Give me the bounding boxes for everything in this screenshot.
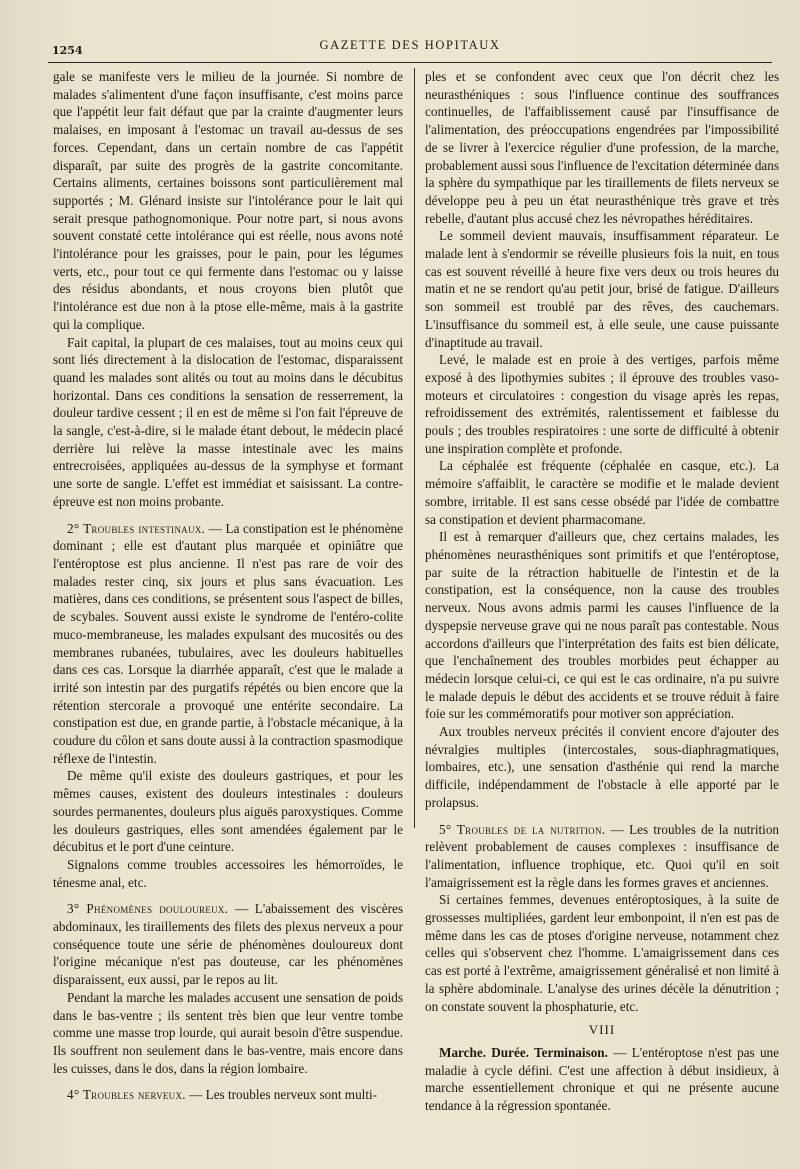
- page-header: [48, 34, 772, 60]
- journal-title: GAZETTE DES HOPITAUX: [319, 38, 501, 52]
- paragraph: Levé, le malade est en proie à des vertiges, parfois même exposé à des lipothymies subites ; il éprouve des troubles vaso-moteurs et circulatoires : congestion du visage après les repas, refroidissement des extrémités, ralentissement et faiblesse du pouls ; des troubles respiratoires : une sorte de difficulté à obtenir une inspiration complète et profonde.: [425, 352, 779, 456]
- section-text: — Les troubles nerveux sont multi-: [185, 1087, 378, 1103]
- column-divider: [414, 68, 415, 828]
- paragraph: Le sommeil devient mauvais, insuffisamment réparateur. Le malade lent à s'endormir se réveille plusieurs fois la nuit, en tous cas est souvent réveillé à heure fixe vers deux ou trois heures du matin et ne se rendort qu'au petit jour, brisé de fatigue. D'ailleurs son sommeil est troublé par des rêves, des cauchemars. L'insuffisance du sommeil est, à elle seule, une cause puissante d'inaptitude au travail.: [425, 228, 779, 350]
- section-heading: 3° Phénomènes douloureux.: [67, 901, 229, 917]
- page-number: 1254: [52, 44, 83, 57]
- paragraph: Aux troubles nerveux précités il convient encore d'ajouter des névralgies multiples (intercostales, sous-diaphragmatiques, lombaires, etc.), une sensation d'asthénie qui rend la marche difficile, indépendamment de l'obstacle à elle apporté par le prolapsus.: [425, 724, 779, 810]
- section-heading: Marche. Durée. Terminaison.: [439, 1044, 608, 1060]
- paragraph: Il est à remarquer d'ailleurs que, chez certains malades, les phénomènes neurasthéniques sont primitifs et que l'entéroptose, par suite de la rétraction habituelle de l'intestin et de la constipation, est la conséquence, non la cause des troubles nerveux. Nous avons admis parmi les causes l'influence de la dyspepsie nerveuse grave qui ne nous paraît pas contestable. Nous accordons d'ailleurs que l'interprétation des faits est bien délicate, que l'enchaînement des troubles morbides peut échapper au médecin lorsque celui-ci, ce qui est le cas ordinaire, n'a pu suivre le malade depuis le début des accidents et se trouve réduit à faire foie sur les commémoratifs pour motiver son appréciation.: [425, 529, 779, 722]
- paragraph: Pendant la marche les malades accusent une sensation de poids dans le bas-ventre ; ils sentent très bien que leur ventre tombe comme une masse trop lourde, qui aurait besoin d'être suspendue. Ils souffrent non seulement dans le bas-ventre, mais encore dans les cuisses, dans le dos, dans la région lombaire.: [53, 989, 403, 1076]
- section-heading: 2° Troubles intestinaux.: [67, 520, 206, 536]
- paragraph: gale se manifeste vers le milieu de la journée. Si nombre de malades s'alimentent d'une façon insuffisante, c'est moins parce que l'appétit leur fait défaut que par la crainte d'augmenter leurs malaises, en imposant à l'estomac un travail au-dessus de ses forces. Cependant, dans un certain nombre de cas l'appétit disparaît, par suite des progrès de la gastrite concomitante. Certains aliments, certaines boissons sont particulièrement mal supportés ; M. Glénard insiste sur l'intolérance pour le lait qui serait presque pathognomonique. Pour notre part, si nous avons souvent constaté cette intolérance qui est réelle, nous avons noté l'intolérance pour les graisses, pour le pain, pour les légumes verts, etc., pour tout ce qui fermente dans l'estomac ou y laisse des résidus abondants, et nous croyons bien plutôt que l'intolérance est due non à la ptose elle-même, mais à la gastrite qui la complique.: [53, 69, 403, 332]
- section-numeral: VIII: [588, 1022, 616, 1038]
- section-text: — L'entéroptose n'est pas une maladie à cycle défini. C'est une affection à début insidieux, à marche essentiellement chronique et qui ne présente aucune tendance à la régression spontanée.: [425, 1044, 779, 1114]
- section-nervous-troubles: [53, 1086, 403, 1104]
- right-column: [425, 68, 779, 1155]
- section-text: — La constipation est le phénomène dominant ; elle est d'autant plus marquée et opiniâtre que l'entéroptose est plus ancienne. Il n'est pas rare de voir des malades rester cinq, six jours et plus sans évacuation. Les matières, dans ces conditions, se présentent sous l'aspect de billes, de scybales. Souvent aussi existe le syndrome de l'entéro-colite muco-membraneuse, les malades expulsant des mucosités ou des membranes rubanées, tubulaires, avec les douleurs habituelles dans ces cas. Lorsque la diarrhée apparaît, c'est que le malade a irrité son intestin par des purgatifs répétés ou bien encore que la rétention stercorale a provoqué une entérite secondaire. La constipation est due, en grande partie, à l'obstacle mécanique, à la coudure du côlon et sans doute aussi à la contraction spasmodique réflexe de l'intestin.: [53, 520, 403, 766]
- section-heading: 4° Troubles nerveux.: [67, 1087, 186, 1103]
- section-nutrition-troubles: [425, 821, 779, 892]
- header-rule: [48, 62, 772, 63]
- section-text: — L'abaissement des viscères abdominaux, les tiraillements des filets des plexus nerveux a pour conséquence toute une série de phénomènes douloureux dont l'origine mécanique n'est pas douteuse, car les phénomènes disparaissent, eux aussi, par le repos au lit.: [53, 901, 404, 988]
- paragraph: Si certaines femmes, devenues entéroptosiques, à la suite de grossesses multipliées, gardent leur embonpoint, il n'en est pas de même dans les cas de ptoses d'origine nerveuse, notamment chez celles qui s'observent chez l'homme. L'amaigrissement dans ces cas est porté à l'extrême, amaigrissement généralisé et non limité à la sphère abdominale. L'analyse des urines décèle la dénutrition ; on constate souvent la phosphaturie, etc.: [425, 892, 779, 1014]
- paragraph: La céphalée est fréquente (céphalée en casque, etc.). La mémoire s'affaiblit, le caractère se modifie et le malade devient sombre, irritable. Il est sans cesse obsédé par l'idée de combattre sa constipation et devient pharmacomane.: [425, 458, 779, 527]
- section-heading: 5° Troubles de la nutrition.: [439, 821, 606, 837]
- paragraph: Signalons comme troubles accessoires les hémorroïdes, le ténesme anal, etc.: [53, 856, 403, 890]
- paragraph: Fait capital, la plupart de ces malaises, tout au moins ceux qui sont liés directement à la dislocation de l'estomac, disparaissent quand les malades sont alités ou tout au moins dans le décubitus horizontal. Dans ces conditions la sensation de resserrement, la douleur tardive cessent ; il en est de même si l'on fait l'épreuve de la sangle, c'est-à-dire, si le malade étant debout, le médecin placé derrière lui relève la masse intestinale avec les mains entrecroisées, appliquées au-dessus de la symphyse et formant une sorte de sangle. L'effet est immédiat et saisissant. La contre-épreuve est non moins probante.: [53, 334, 403, 509]
- paragraph: ples et se confondent avec ceux que l'on décrit chez les neurasthéniques : sous l'influence continue des souffrances continuelles, de l'affaiblissement causé par l'insuffisance de l'alimentation, des préoccupations engendrées par l'impossibilité de se livrer à l'exercice régulier d'une profession, de la marche, probablement aussi sous l'influence de l'excitation déterminée dans la sphère du sympathique par les tiraillements de filets nerveux se développe peu à peu un état neurasthénique très grave et très rebelle, d'autant plus accusé chez les névropathes héréditaires.: [425, 69, 779, 226]
- left-column: [53, 68, 403, 1155]
- section-course-duration: [425, 1044, 779, 1115]
- section-painful-phenomena: [53, 900, 403, 989]
- section-text: — Les troubles de la nutrition relèvent probablement de causes complexes : insuffisance de l'alimentation, influence trophique, etc. Quoi qu'il en soit l'amaigrissement est la règle dans les formes graves et anciennes.: [425, 821, 780, 890]
- paragraph: De même qu'il existe des douleurs gastriques, et pour les mêmes causes, existent des douleurs intestinales : douleurs sourdes permanentes, douleurs plus aiguës paroxystiques. Comme les douleurs gastriques, elles sont amendées également par le décubitus et le port d'une ceinture.: [53, 768, 403, 855]
- section-intestinal-troubles: [53, 520, 403, 768]
